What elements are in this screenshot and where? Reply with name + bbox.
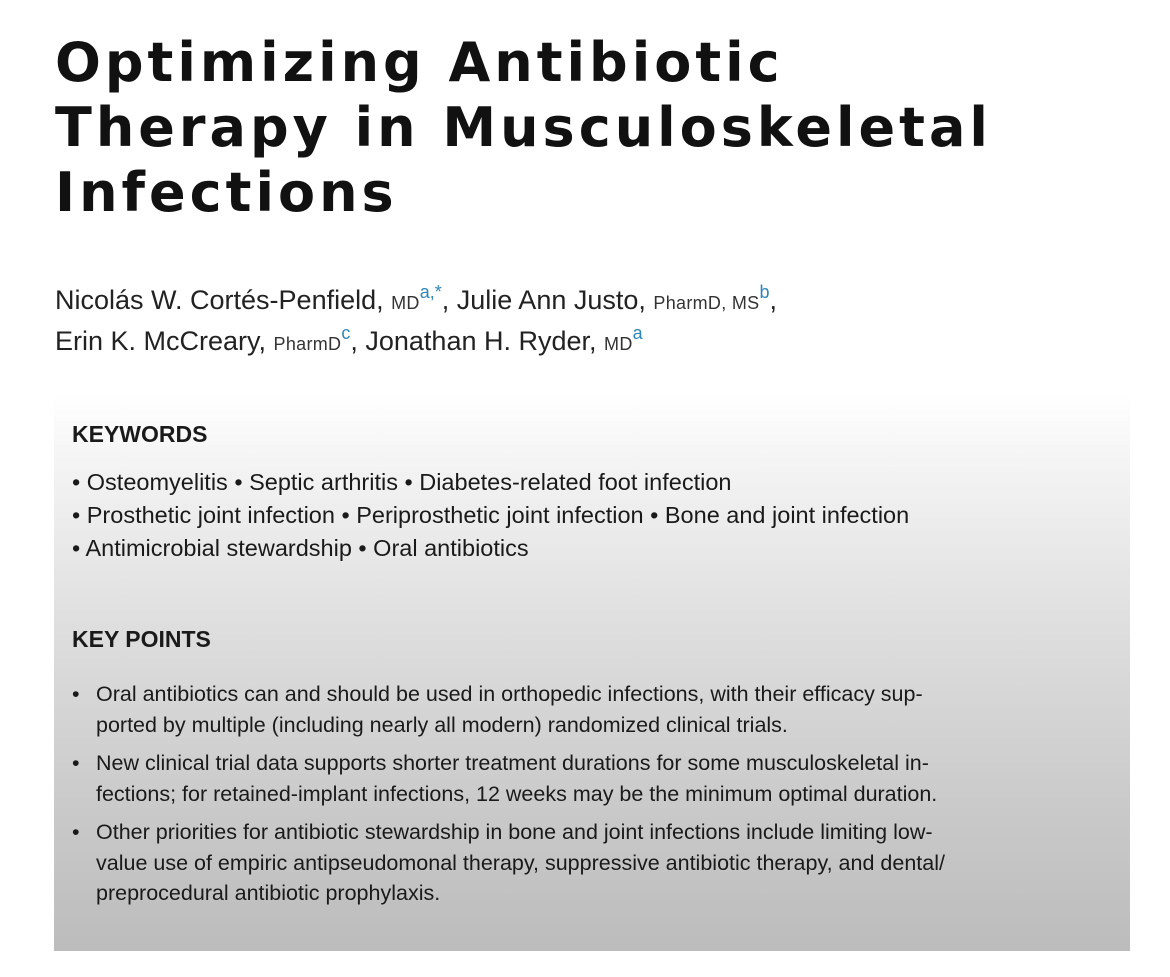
author-name: Erin K. McCreary, [55,326,267,356]
bullet-icon: • [72,820,80,844]
affiliation-link[interactable]: b [759,282,770,302]
author-name: Nicolás W. Cortés-Penfield, [55,285,384,315]
key-point-item [72,679,1092,740]
key-points-heading: KEY POINTS [72,626,211,652]
keywords-line: • Antimicrobial stewardship • Oral antibiotics [72,535,529,561]
affiliation-link[interactable]: a,* [419,282,442,302]
key-point-text: Oral antibiotics can and should be used in orthopedic infections, with their efficacy sup- [96,682,923,706]
title-line: Therapy in Musculoskeletal [55,96,992,159]
author-name: , Jonathan H. Ryder, [350,326,597,356]
key-point-text: Other priorities for antibiotic stewardship in bone and joint infections include limiting low- [96,820,933,844]
keywords-list [72,466,1122,565]
bullet-icon: • [72,682,80,706]
key-points-list [72,679,1092,917]
separator: , [769,285,777,315]
author-line [55,322,1135,363]
keywords-line: • Prosthetic joint infection • Periprosthetic joint infection • Bone and joint infection [72,502,910,528]
author-name: , Julie Ann Justo, [441,285,646,315]
author-line [55,281,1135,322]
keywords-line: • Osteomyelitis • Septic arthritis • Diabetes-related foot infection [72,469,732,495]
key-point-text: fections; for retained-implant infections, 12 weeks may be the minimum optimal duration. [96,781,938,806]
key-point-item [72,748,1092,809]
author-degree: MD [391,293,420,313]
bullet-icon: • [72,751,80,775]
author-list [55,281,1135,363]
author-degree: MD [604,334,633,354]
abstract-panel [54,395,1130,951]
affiliation-link[interactable]: c [341,323,351,343]
key-point-text: ported by multiple (including nearly all modern) randomized clinical trials. [96,712,788,737]
key-point-text: value use of empiric antipseudomonal therapy, suppressive antibiotic therapy, and dental/ [96,850,945,875]
key-point-text: preprocedural antibiotic prophylaxis. [96,881,441,905]
key-point-text: New clinical trial data supports shorter treatment durations for some musculoskeletal in- [96,751,929,775]
affiliation-link[interactable]: a [632,323,643,343]
title-line: Infections [55,161,398,224]
title-line: Optimizing Antibiotic [55,31,784,94]
author-degree: PharmD [273,334,342,354]
author-degree: PharmD, MS [653,293,760,313]
key-point-item [72,817,1092,909]
keywords-heading: KEYWORDS [72,421,208,447]
article-title [55,30,1115,225]
